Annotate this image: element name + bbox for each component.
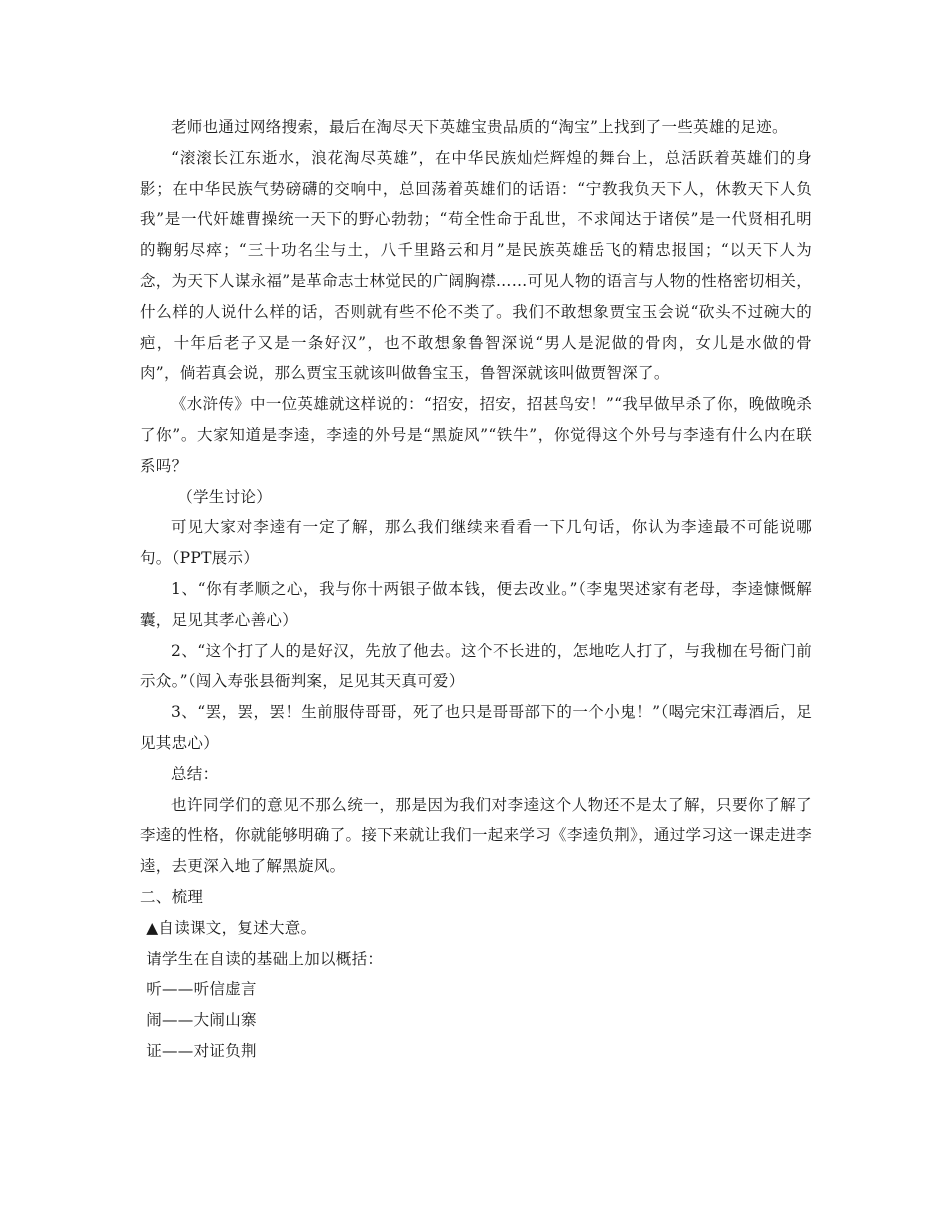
paragraph-shuihu: 《水浒传》中一位英雄就这样说的：“招安，招安，招甚鸟安！”“我早做早杀了你，晚做晚杀了你”。大家知道是李逵，李逵的外号是“黑旋风”“铁牛”，你觉得这个外号与李逵有什么内在联系吗？ xyxy=(140,395,812,475)
list-item-summarize: 请学生在自读的基础上加以概括： xyxy=(146,949,384,968)
summary-label: 总结： xyxy=(171,764,219,783)
list-item-quote-2: 2、“这个打了人的是好汉，先放了他去。这个不长进的，怎地吃人打了，与我枷在号衙门前示众。”（闯入寿张县衙判案，足见其天真可爱） xyxy=(140,641,812,691)
list-item-ting: 听——听信虚言 xyxy=(146,980,257,999)
list-item-zheng: 证——对证负荆 xyxy=(146,1041,257,1060)
document-page xyxy=(140,112,812,1067)
paragraph-student-discussion: （学生讨论） xyxy=(177,487,272,506)
section-heading-shuli: 二、梳理 xyxy=(140,887,204,906)
list-item-quote-1: 1、“你有孝顺之心，我与你十两银子做本钱，便去改业。”（李鬼哭述家有老母，李逵慷慨解囊，足见其孝心善心） xyxy=(140,579,812,629)
paragraph-heroes-quotes: “滚滚长江东逝水，浪花淘尽英雄”，在中华民族灿烂辉煌的舞台上，总活跃着英雄们的身影；在中华民族气势磅礴的交响中，总回荡着英雄们的话语：“宁教我负天下人，休教天下人负我”是一代奸雄曹操统一天下的野心勃勃；“苟全性命于乱世，不求闻达于诸侯”是一代贤相孔明的鞠躬尽瘁；“三十功名尘与土，八千里路云和月”是民族英雄岳飞的精忠报国；“以天下人为念，为天下人谋永福”是革命志士林觉民的广阔胸襟……可见人物的语言与人物的性格密切相关，什么样的人说什么样的话，否则就有些不伦不类了。我们不敢想象贾宝玉会说“砍头不过碗大的疤，十年后老子又是一条好汉”，也不敢想象鲁智深说“男人是泥做的骨肉，女儿是水做的骨肉”，倘若真会说，那么贾宝玉就该叫做鲁宝玉，鲁智深就该叫做贾智深了。 xyxy=(140,148,812,383)
paragraph-summary: 也许同学们的意见不那么统一，那是因为我们对李逵这个人物还不是太了解，只要你了解了李逵的性格，你就能够明确了。接下来就让我们一起来学习《李逵负荆》，通过学习这一课走进李逵，去更深入地了解黑旋风。 xyxy=(140,795,812,876)
paragraph-intro: 老师也通过网络搜索，最后在淘尽天下英雄宝贵品质的“淘宝”上找到了一些英雄的足迹。 xyxy=(171,118,788,136)
paragraph-ppt: 可见大家对李逵有一定了解，那么我们继续来看看一下几句话，你认为李逵最不可能说哪句。（PPT展示） xyxy=(140,518,812,568)
list-item-self-read: ▲自读课文，复述大意。 xyxy=(146,918,317,937)
list-item-quote-3: 3、“罢，罢，罢！生前服侍哥哥，死了也只是哥哥部下的一个小鬼！”（喝完宋江毒酒后，足见其忠心） xyxy=(140,703,812,752)
list-item-nao: 闹——大闹山寨 xyxy=(146,1011,257,1030)
